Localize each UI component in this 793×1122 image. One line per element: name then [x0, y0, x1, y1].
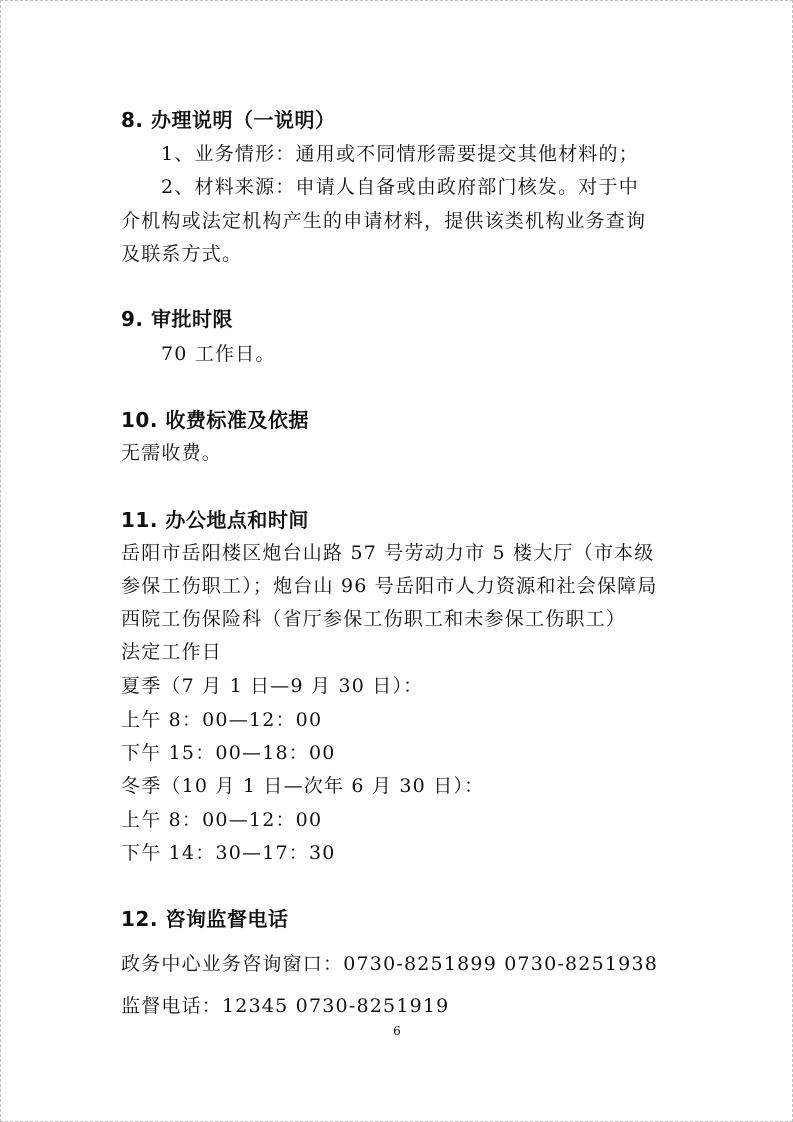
paragraph-line: 1、业务情形：通用或不同情形需要提交其他材料的；: [161, 143, 639, 165]
paragraph-line: 监督电话：12345 0730-8251919: [121, 995, 450, 1017]
paragraph-line: 上午 8：00—12：00: [121, 809, 323, 831]
paragraph-line: 及联系方式。: [121, 243, 243, 265]
paragraph-line: 2、材料来源：申请人自备或由政府部门核发。对于中: [161, 176, 639, 198]
paragraph-line: 上午 8：00—12：00: [121, 709, 323, 731]
paragraph-line: 介机构或法定机构产生的申请材料，提供该类机构业务查询: [121, 210, 647, 232]
heading-consultation-phone: 12. 咨询监督电话: [121, 907, 289, 931]
page-number: 6: [393, 1024, 401, 1038]
paragraph-line: 政务中心业务咨询窗口：0730-8251899 0730-8251938: [121, 953, 659, 975]
heading-fee-standard: 10. 收费标准及依据: [121, 408, 309, 432]
paragraph-line: 下午 14：30—17：30: [121, 842, 336, 864]
heading-office-location-hours: 11. 办公地点和时间: [121, 508, 309, 532]
paragraph-line: 法定工作日: [121, 641, 223, 663]
paragraph-line: 岳阳市岳阳楼区炮台山路 57 号劳动力市 5 楼大厅（市本级: [121, 542, 655, 564]
heading-processing-notes: 8. 办理说明（一说明）: [121, 108, 336, 132]
paragraph-line: 下午 15：00—18：00: [121, 742, 336, 764]
heading-approval-time-limit: 9. 审批时限: [121, 307, 233, 331]
paragraph-line: 参保工伤职工）；炮台山 96 号岳阳市人力资源和社会保障局: [121, 575, 658, 597]
paragraph-line: 冬季（10 月 1 日—次年 6 月 30 日）：: [121, 775, 485, 797]
paragraph-line: 无需收费。: [121, 442, 223, 464]
paragraph-line: 70 工作日。: [161, 343, 276, 365]
paragraph-line: 夏季（7 月 1 日—9 月 30 日）：: [121, 675, 424, 697]
paragraph-line: 西院工伤保险科（省厅参保工伤职工和未参保工伤职工）: [121, 608, 627, 630]
